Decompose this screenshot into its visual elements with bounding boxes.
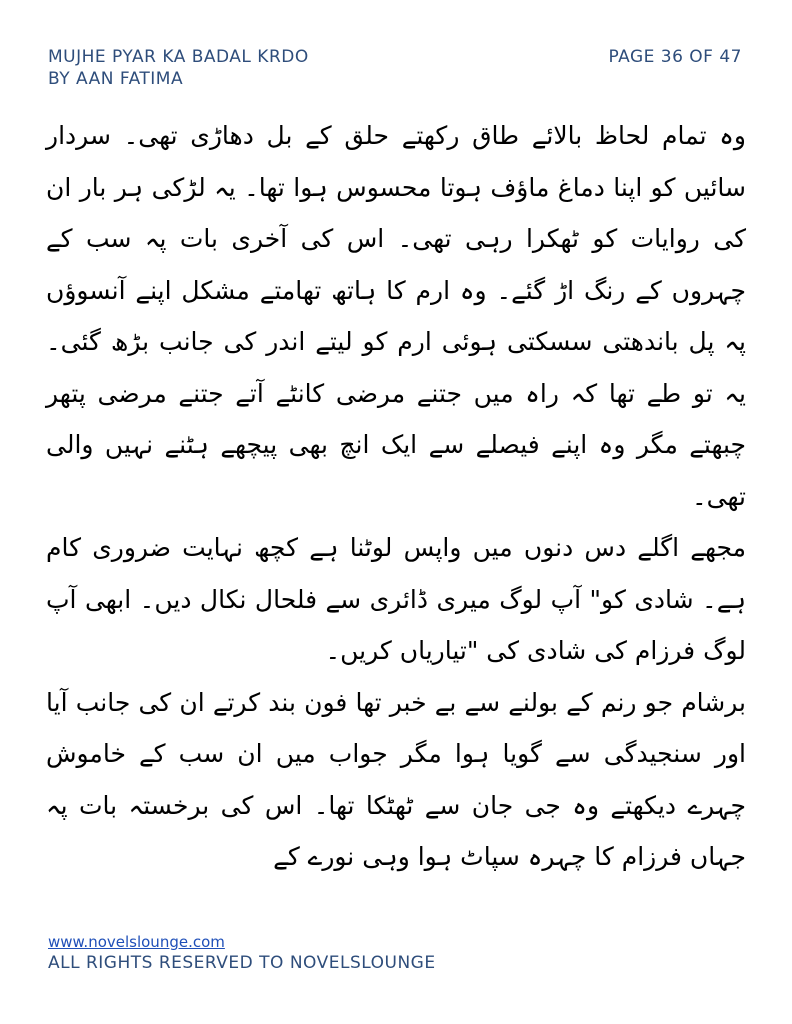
story-text — [46, 110, 746, 883]
page-header-left — [48, 46, 309, 90]
paragraph-2: مجھے اگلے دس دنوں میں واپس لوٹنا ہے کچھ نہایت ضروری کام ہے۔ شادی کو" آپ لوگ میری ڈائری سے فلحال نکال دیں۔ ابھی آپ لوگ فرزام کی شادی کی "تیاریاں کریں۔ — [46, 533, 746, 665]
book-author: BY AAN FATIMA — [48, 69, 184, 89]
paragraph-1: وہ تمام لحاظ بالائے طاق رکھتے حلق کے بل دھاڑی تھی۔ سردار سائیں کو اپنا دماغ ماؤف ہوتا محسوس ہوا تھا۔ یہ لڑکی ہر بار ان کی روایات کو ٹھکرا رہی تھی۔ اس کی آخری بات پہ سب کے چہروں کے رنگ اڑ گئے۔ وہ ارم کا ہاتھ تھامتے مشکل اپنے آنسوؤں پہ پل باندھتی سسکتی ہوئی ارم کو لیتے اندر کی جانب بڑھ گئی۔ یہ تو طے تھا کہ راہ میں جتنے مرضی کانٹے آتے جتنے مرضی پتھر چبھتے مگر وہ اپنے فیصلے سے ایک انچ بھی پیچھے ہٹنے نہیں والی تھی۔ — [46, 121, 746, 511]
paragraph-3: برشام جو رنم کے بولنے سے بے خبر تھا فون بند کرتے ان کی جانب آیا اور سنجیدگی سے گویا ہوا مگر جواب میں ان سب کے خاموش چہرے دیکھتے وہ جی جان سے ٹھٹکا تھا۔ اس کی برخستہ بات پہ جہاں فرزام کا چہرہ سپاٹ ہوا وہی نورے کے — [46, 687, 746, 871]
page-footer — [48, 932, 436, 974]
book-title: MUJHE PYAR KA BADAL KRDO — [48, 47, 309, 67]
website-link[interactable]: www.novelslounge.com — [48, 933, 225, 951]
copyright-notice: ALL RIGHTS RESERVED TO NOVELSLOUNGE — [48, 953, 436, 973]
page-number: PAGE 36 OF 47 — [608, 47, 742, 67]
